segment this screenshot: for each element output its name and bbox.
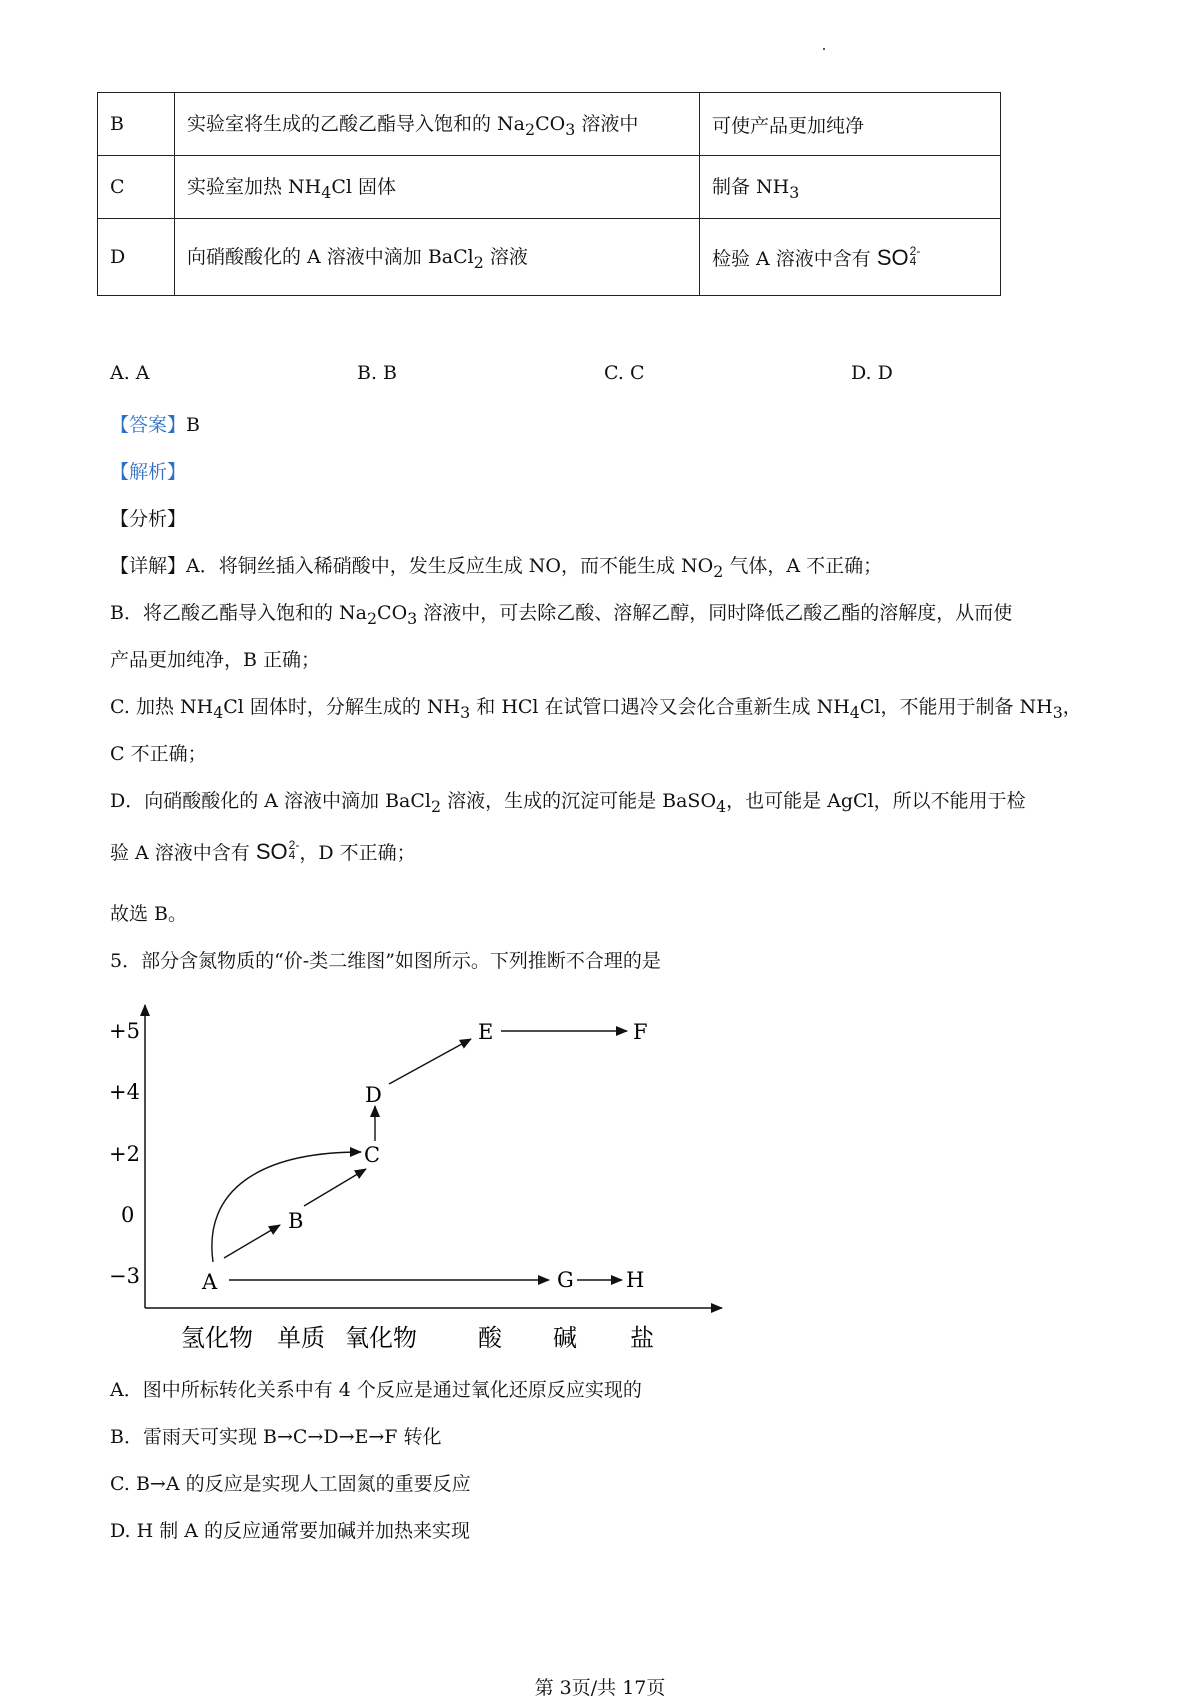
x-category: 氢化物 bbox=[181, 1324, 253, 1352]
row-operation: 向硝酸酸化的 A 溶液中滴加 BaCl$_2$ 溶液 bbox=[175, 219, 700, 296]
y-tick: −3 bbox=[109, 1264, 140, 1288]
y-tick: +4 bbox=[109, 1080, 140, 1104]
node-a: A bbox=[202, 1270, 218, 1294]
q5-option-c: C. B→A 的反应是实现人工固氮的重要反应 bbox=[110, 1473, 471, 1495]
arrow-d-e bbox=[389, 1039, 471, 1084]
answer-value: B bbox=[186, 414, 200, 436]
answer-tag: 【答案】 bbox=[110, 414, 187, 436]
arrow-a-b bbox=[224, 1225, 280, 1258]
row-label: D bbox=[98, 219, 175, 296]
row-label: C bbox=[98, 156, 175, 219]
detail-line-4: C. 加热 $NH_4Cl$ 固体时，分解生成的 $NH_3$ 和 HCl 在试管口遇冷又会化合重新生成 $NH_4Cl$，不能用于制备 $NH_3$， bbox=[110, 696, 1082, 722]
detail-line-7: 验 A 溶液中含有 SO 2- 4 ，D 不正确； bbox=[110, 838, 416, 864]
page-footer: 第 3页/共 17页 bbox=[534, 1677, 666, 1699]
choice-b: B. B bbox=[357, 362, 398, 384]
row-operation: 实验室加热 $NH_4Cl$ 固体 bbox=[175, 156, 700, 219]
q5-option-a: A．图中所标转化关系中有 4 个反应是通过氧化还原反应实现的 bbox=[110, 1379, 642, 1401]
row-label: B bbox=[98, 93, 175, 156]
choice-a: A. A bbox=[110, 362, 150, 384]
y-tick: +5 bbox=[109, 1019, 140, 1043]
row-purpose: 可使产品更加纯净 bbox=[700, 93, 1001, 156]
q5-option-b: B．雷雨天可实现 B→C→D→E→F 转化 bbox=[110, 1426, 442, 1448]
detail-line-8: 故选 B。 bbox=[110, 903, 188, 925]
node-d: D bbox=[365, 1083, 382, 1107]
arrow-a-c-curve bbox=[212, 1152, 361, 1262]
detail-line-3: 产品更加纯净，B 正确； bbox=[110, 649, 321, 671]
detail-line-2: B．将乙酸乙酯导入饱和的 $Na_2CO_3$ 溶液中，可去除乙酸、溶解乙醇，同时降低乙酸乙酯的溶解度，从而使 bbox=[110, 602, 1013, 628]
choice-d: D. D bbox=[851, 362, 893, 384]
x-category: 酸 bbox=[478, 1324, 502, 1352]
row-operation: 实验室将生成的乙酸乙酯导入饱和的 $Na_2CO_3$ 溶液中 bbox=[175, 93, 700, 156]
detail-line-6: D．向硝酸酸化的 A 溶液中滴加 BaCl$_2$ 溶液，生成的沉淀可能是 BaSO$_4$，也可能是 AgCl，所以不能用于检 bbox=[110, 790, 1026, 816]
fenxi-tag: 【分析】 bbox=[110, 508, 187, 530]
choice-c: C. C bbox=[604, 362, 645, 384]
sulfate-formula: SO 2- 4 bbox=[876, 243, 921, 270]
node-g: G bbox=[557, 1268, 574, 1292]
x-category: 碱 bbox=[553, 1324, 577, 1352]
analysis-tag: 【解析】 bbox=[110, 461, 187, 483]
y-tick: +2 bbox=[109, 1142, 140, 1166]
node-f: F bbox=[633, 1020, 648, 1044]
node-c: C bbox=[364, 1143, 381, 1167]
x-category: 盐 bbox=[630, 1324, 654, 1352]
q5-stem: 5．部分含氮物质的“价-类二维图”如图所示。下列推断不合理的是 bbox=[110, 950, 661, 972]
q5-option-d: D. H 制 A 的反应通常要加碱并加热来实现 bbox=[110, 1520, 471, 1542]
row-purpose: 制备 $NH_3$ bbox=[700, 156, 1001, 219]
node-e: E bbox=[478, 1020, 494, 1044]
detail-line-1: 【详解】A．将铜丝插入稀硝酸中，发生反应生成 NO，而不能生成 $NO_2$ 气体，A 不正确； bbox=[110, 555, 883, 581]
detail-line-5: C 不正确； bbox=[110, 743, 207, 765]
x-category: 单质 bbox=[277, 1324, 325, 1352]
sulfate-formula: SO 2- 4 bbox=[255, 838, 300, 864]
row-purpose: 检验 A 溶液中含有 SO 2- 4 bbox=[700, 219, 1001, 296]
y-tick: 0 bbox=[121, 1203, 135, 1227]
node-b: B bbox=[288, 1209, 304, 1233]
x-category: 氧化物 bbox=[345, 1324, 417, 1352]
node-h: H bbox=[626, 1268, 645, 1292]
arrow-b-c bbox=[304, 1169, 366, 1206]
